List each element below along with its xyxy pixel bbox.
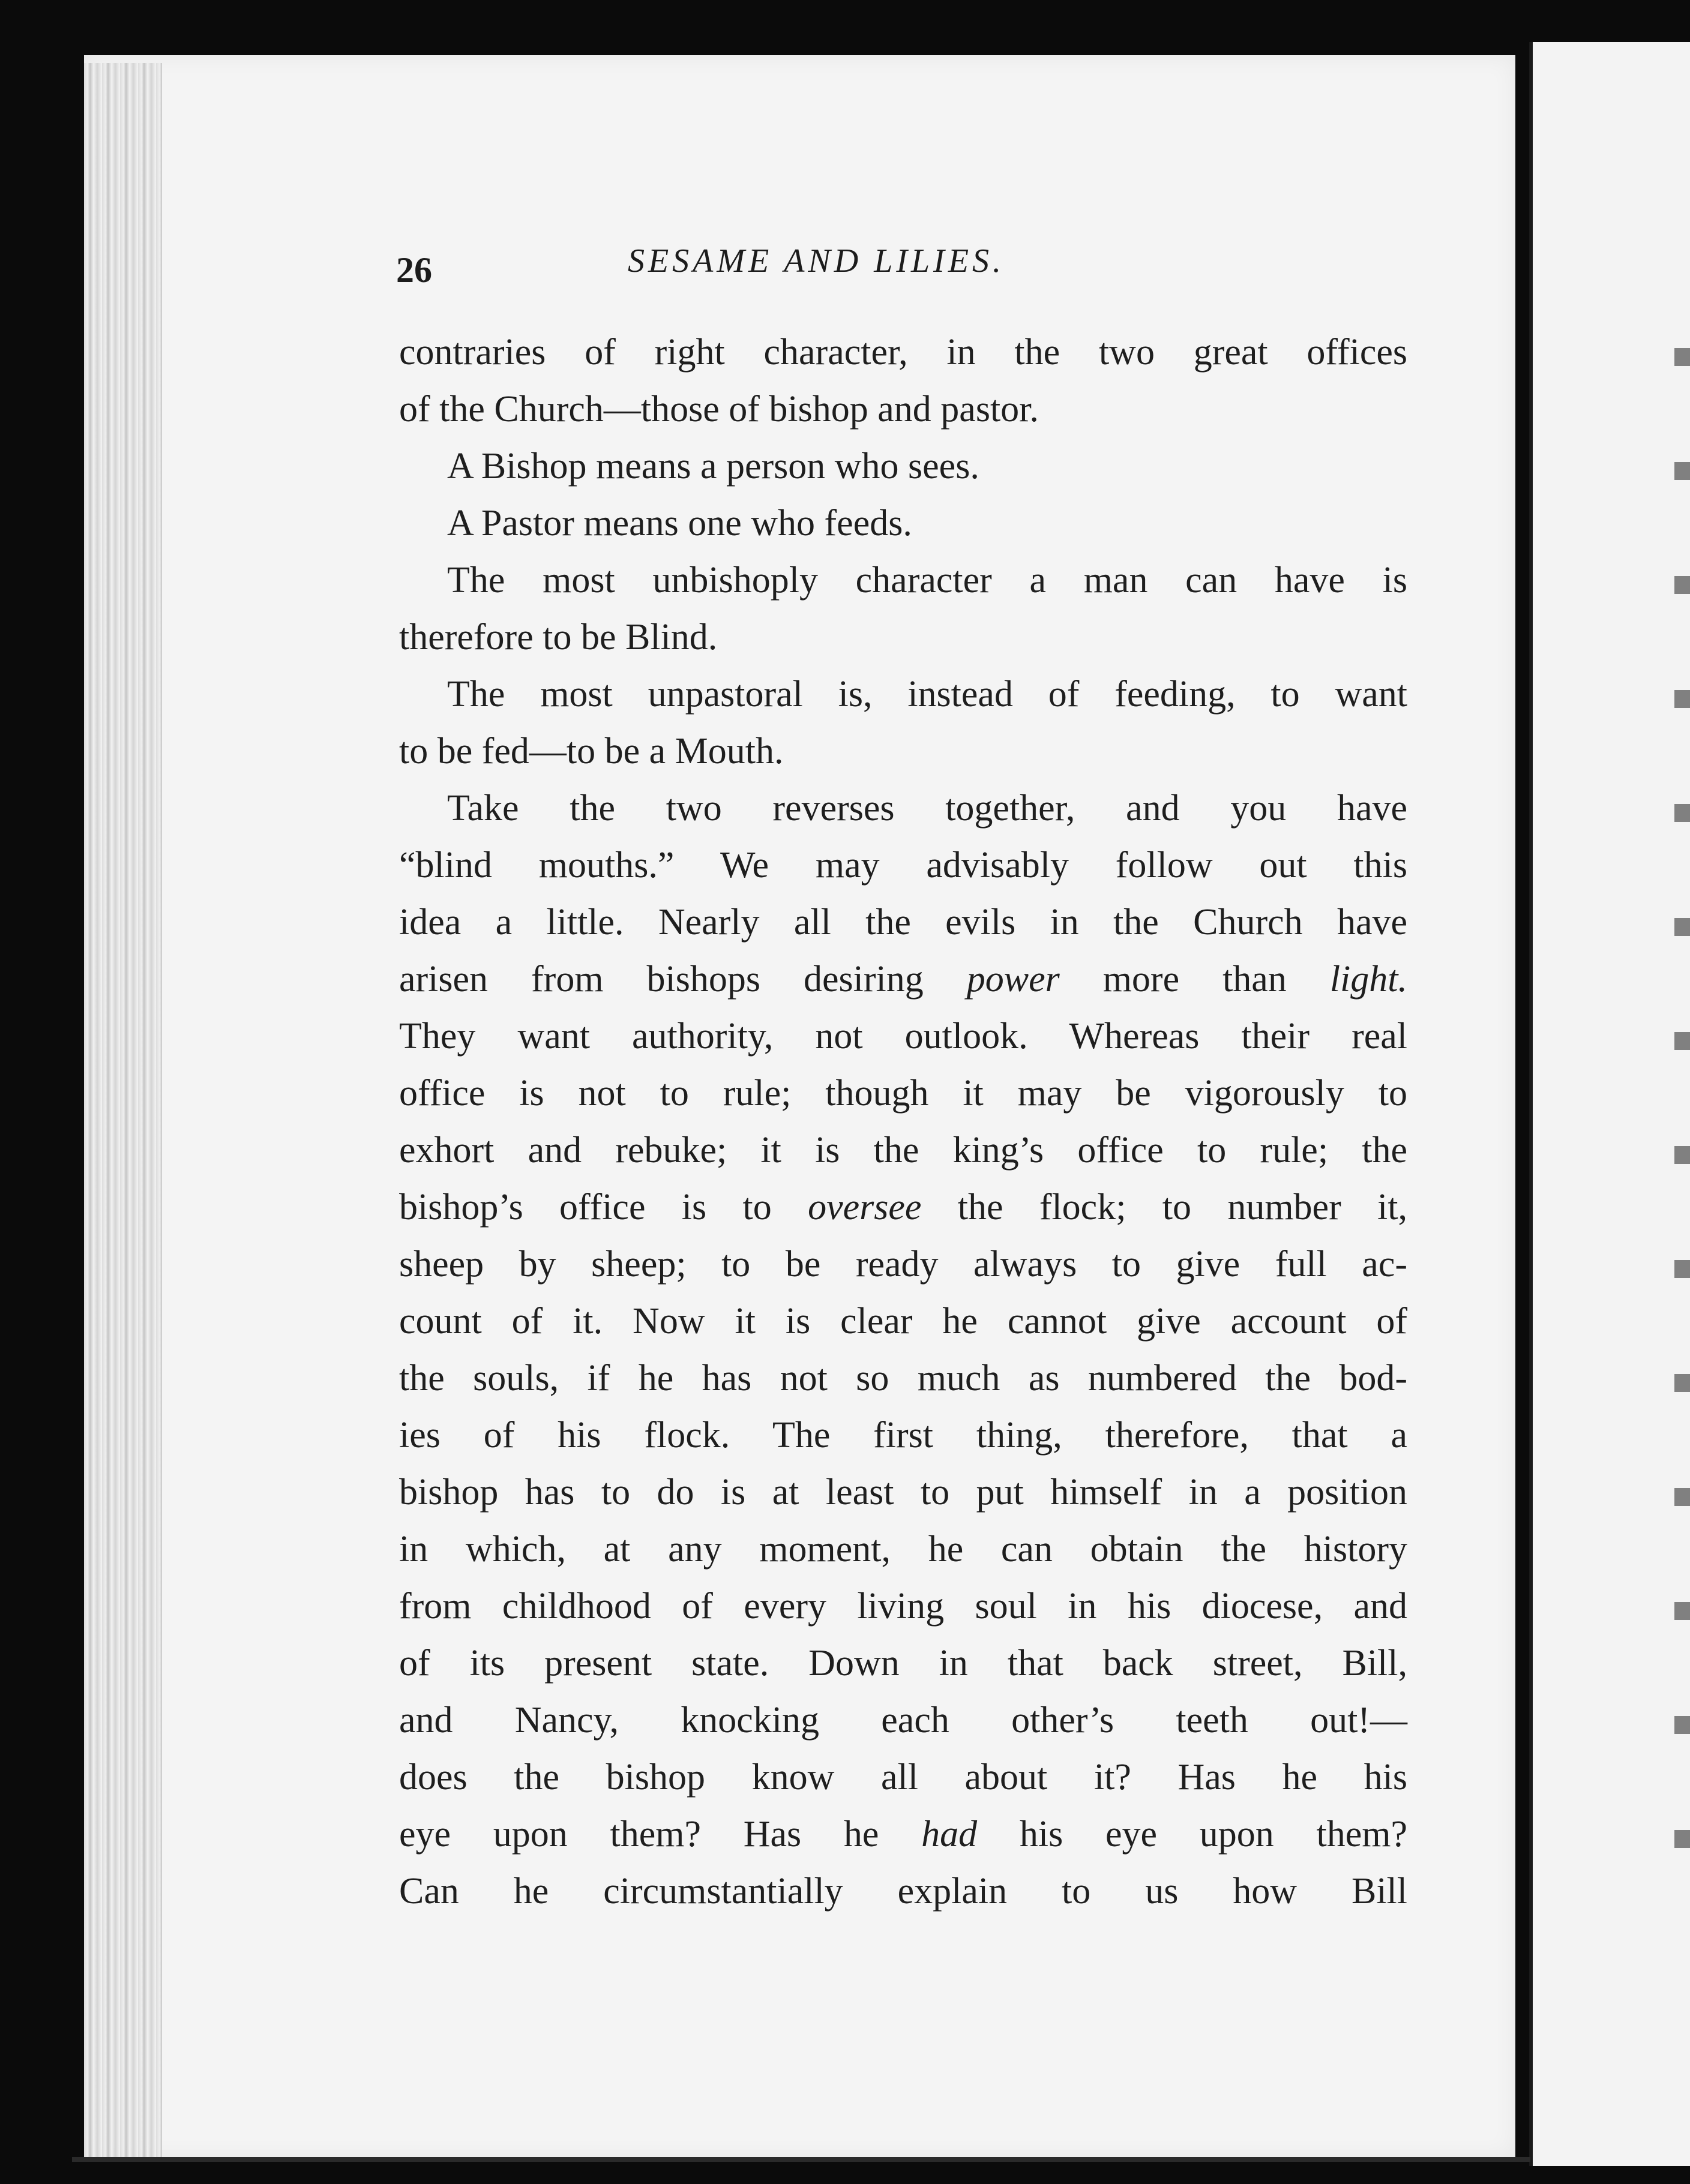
text-line — [399, 1635, 1407, 1692]
text-run: of its present state. Down in that back street, Bill, — [399, 1643, 1407, 1684]
text-line — [399, 381, 1407, 438]
text-run: contraries of right character, in the two great offices — [399, 332, 1407, 373]
text-line — [399, 1806, 1407, 1863]
text-run: The most unpastoral is, instead of feeding, to want — [447, 674, 1407, 715]
text-run: idea a little. Nearly all the evils in the Church have — [399, 902, 1407, 943]
text-line — [399, 666, 1407, 723]
text-line — [399, 1065, 1407, 1122]
text-run: A Bishop means a person who sees. — [447, 446, 979, 487]
text-line — [399, 324, 1407, 381]
italic-text: power — [966, 959, 1060, 1000]
text-run: count of it. Now it is clear he cannot give account of — [399, 1301, 1407, 1342]
text-run: A Pastor means one who feeds. — [447, 503, 912, 544]
text-run: Take the two reverses together, and you have — [447, 788, 1407, 829]
text-run: in which, at any moment, he can obtain the history — [399, 1529, 1407, 1570]
text-run: exhort and rebuke; it is the king’s office to rule; the — [399, 1130, 1407, 1171]
text-line — [399, 1179, 1407, 1236]
text-line — [399, 1008, 1407, 1065]
page-bottom-edge — [72, 2157, 1530, 2162]
text-run: The most unbishoply character a man can have is — [447, 560, 1407, 601]
text-run: does the bishop know all about it? Has he his — [399, 1757, 1407, 1798]
text-line — [399, 837, 1407, 894]
italic-text: had — [921, 1814, 978, 1855]
text-run: bishop’s office is to — [399, 1187, 808, 1228]
text-line — [399, 1122, 1407, 1179]
text-run: and Nancy, knocking each other’s teeth out!— — [399, 1700, 1407, 1741]
text-line — [399, 723, 1407, 780]
text-run: bishop has to do is at least to put himself in a position — [399, 1472, 1407, 1513]
text-line — [399, 438, 1407, 495]
text-run: office is not to rule; though it may be vigorously to — [399, 1073, 1407, 1114]
facing-page — [1529, 42, 1690, 2166]
text-run: “blind mouths.” We may advisably follow out this — [399, 845, 1407, 886]
text-run: ies of his flock. The first thing, therefore, that a — [399, 1415, 1407, 1456]
italic-text: oversee — [808, 1187, 922, 1228]
text-line — [399, 1749, 1407, 1806]
page-edges — [84, 63, 162, 2157]
text-line — [399, 1350, 1407, 1407]
text-run: Can he circumstantially explain to us how Bill — [399, 1871, 1407, 1912]
text-line — [399, 1407, 1407, 1464]
running-title: SESAME AND LILIES. — [627, 242, 1005, 280]
text-line — [399, 1293, 1407, 1350]
text-run: the flock; to number it, — [921, 1187, 1407, 1228]
text-line — [399, 1236, 1407, 1293]
page-number: 26 — [396, 250, 432, 290]
text-line — [399, 894, 1407, 951]
text-run: therefore to be Blind. — [399, 617, 718, 658]
text-run: from childhood of every living soul in his diocese, and — [399, 1586, 1407, 1627]
text-line — [399, 1692, 1407, 1749]
text-run: more than — [1059, 959, 1330, 1000]
facing-page-text-edge — [1674, 300, 1690, 1860]
text-run: sheep by sheep; to be ready always to give full ac- — [399, 1244, 1407, 1285]
text-line — [399, 780, 1407, 837]
text-line — [399, 1863, 1407, 1920]
text-run: arisen from bishops desiring — [399, 959, 967, 1000]
text-line — [399, 1521, 1407, 1578]
italic-text: light. — [1329, 959, 1407, 1000]
text-run: to be fed—to be a Mouth. — [399, 731, 784, 772]
text-run: of the Church—those of bishop and pastor. — [399, 389, 1039, 430]
text-line — [399, 495, 1407, 552]
body-text — [399, 324, 1407, 1920]
text-line — [399, 609, 1407, 666]
text-line — [399, 1578, 1407, 1635]
text-line — [399, 1464, 1407, 1521]
text-run: his eye upon them? — [977, 1814, 1407, 1855]
text-run: the souls, if he has not so much as numbered the bod- — [399, 1358, 1407, 1399]
text-run: eye upon them? Has he — [399, 1814, 922, 1855]
text-run: They want authority, not outlook. Whereas their real — [399, 1016, 1407, 1057]
text-line — [399, 951, 1407, 1008]
text-line — [399, 552, 1407, 609]
